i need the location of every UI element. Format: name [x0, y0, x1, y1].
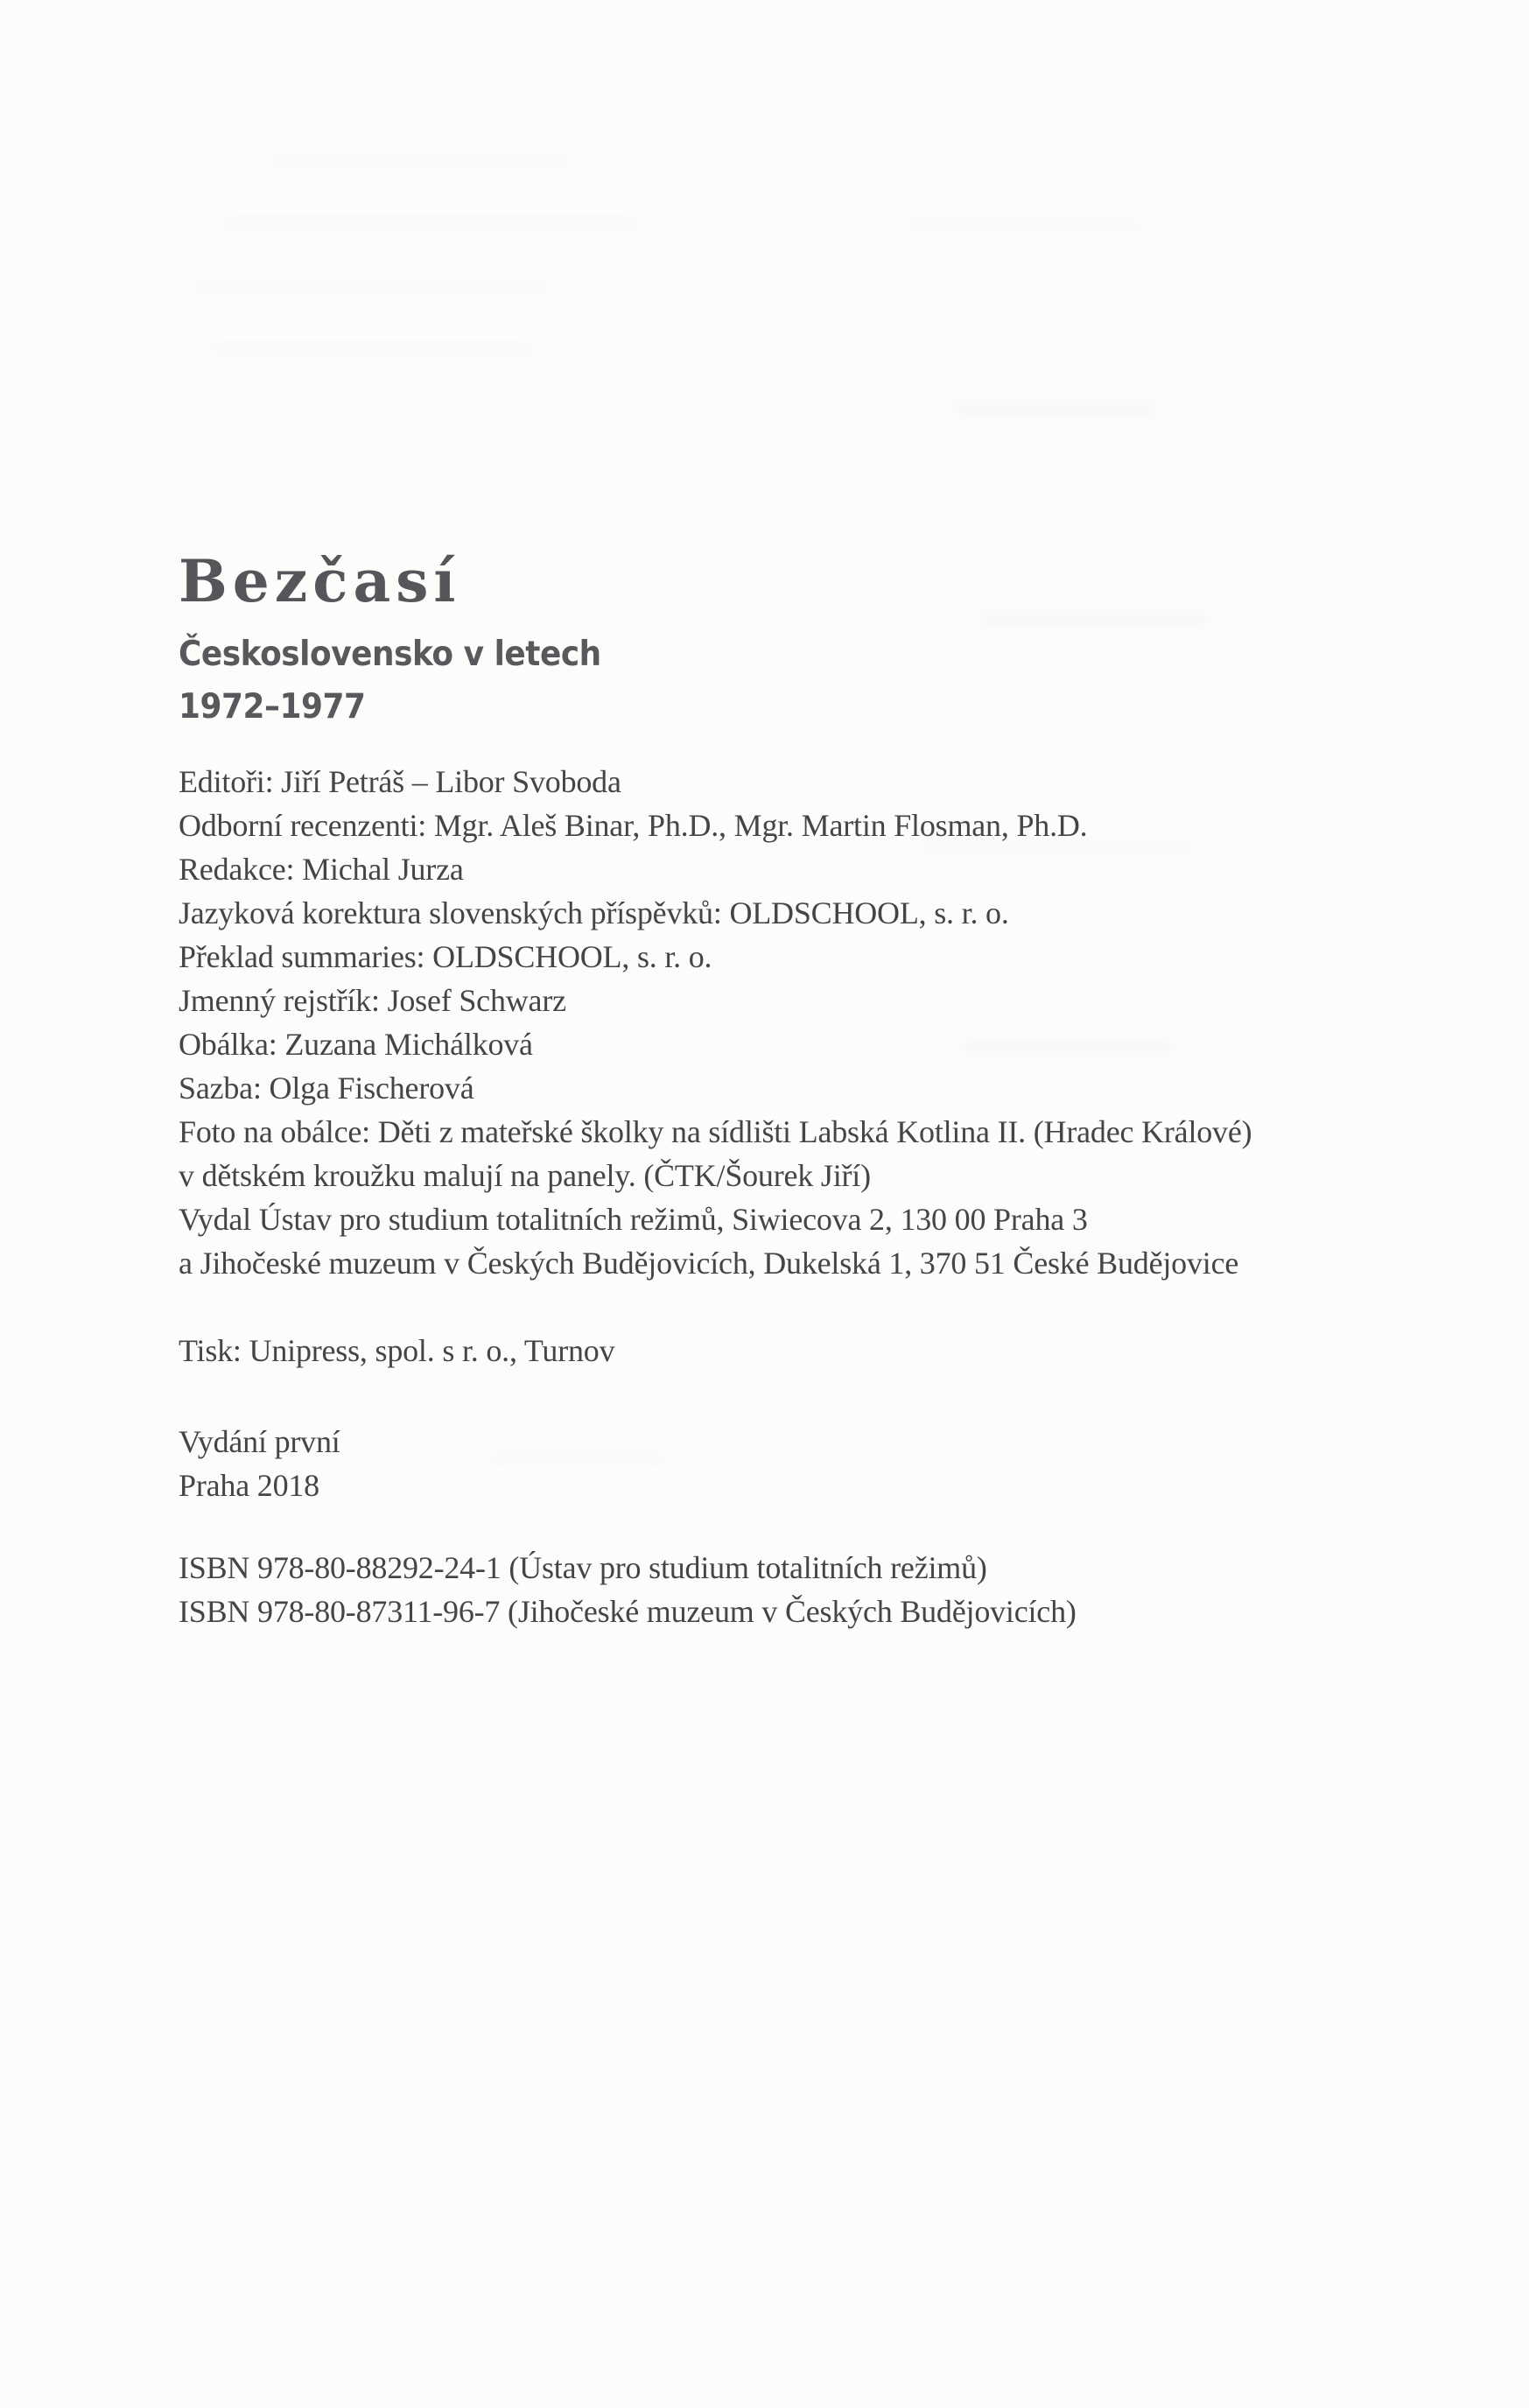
- credit-line-publisher-1: Vydal Ústav pro studium totalitních režimů, Siwiecova 2, 130 00 Praha 3: [179, 1202, 1088, 1237]
- isbn-block: [179, 1546, 1077, 1633]
- credit-line-typesetting: Sazba: Olga Fischerová: [179, 1071, 474, 1106]
- credit-line-redaction: Redakce: Michal Jurza: [179, 852, 464, 887]
- credit-line-reviewers: Odborní recenzenti: Mgr. Aleš Binar, Ph.D., Mgr. Martin Flosman, Ph.D.: [179, 808, 1088, 843]
- credit-line-cover-photo-2: v dětském kroužku malují na panely. (ČTK/Šourek Jiří): [179, 1158, 871, 1193]
- credits-block: [179, 760, 1252, 1285]
- credit-line-language: Jazyková korektura slovenských příspěvků: OLDSCHOOL, s. r. o.: [179, 895, 1009, 930]
- print-line: Tisk: Unipress, spol. s r. o., Turnov: [179, 1333, 615, 1368]
- isbn-line-museum: ISBN 978-80-87311-96-7 (Jihočeské muzeum v Českých Budějovicích): [179, 1594, 1077, 1629]
- book-title: Bezčasí: [179, 547, 461, 615]
- edition-line: Vydání první: [179, 1424, 340, 1459]
- credit-line-translation: Překlad summaries: OLDSCHOOL, s. r. o.: [179, 939, 712, 974]
- book-subtitle: Československo v letech: [179, 635, 601, 674]
- credit-line-cover-photo-1: Foto na obálce: Děti z mateřské školky na sídlišti Labská Kotlina II. (Hradec Králové): [179, 1114, 1252, 1149]
- print-block: [179, 1329, 614, 1372]
- credit-line-publisher-2: a Jihočeské muzeum v Českých Budějovicích, Dukelská 1, 370 51 České Budějovice: [179, 1246, 1239, 1281]
- credit-line-editors: Editoři: Jiří Petráš – Libor Svoboda: [179, 764, 621, 799]
- book-years: 1972–1977: [179, 687, 366, 727]
- edition-block: [179, 1420, 340, 1507]
- edition-city-year: Praha 2018: [179, 1468, 319, 1503]
- credit-line-cover: Obálka: Zuzana Michálková: [179, 1027, 533, 1062]
- isbn-line-ustr: ISBN 978-80-88292-24-1 (Ústav pro studium totalitních režimů): [179, 1550, 987, 1585]
- credit-line-index: Jmenný rejstřík: Josef Schwarz: [179, 983, 566, 1018]
- title-block: [179, 546, 638, 734]
